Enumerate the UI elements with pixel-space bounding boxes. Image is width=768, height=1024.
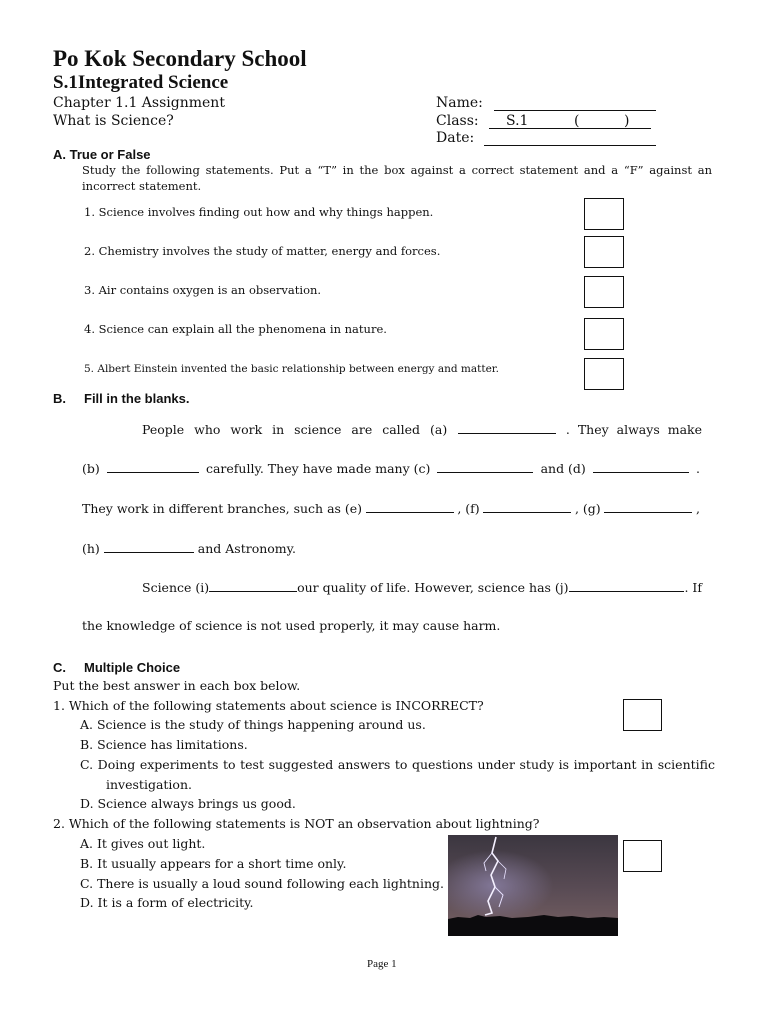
section-b-title: Fill in the blanks. [84,391,190,406]
fill-text-1b: . They always make [565,422,702,437]
chapter-title: Chapter 1.1 Assignment [53,95,225,111]
fill-text-2d: . [696,461,700,476]
q1-option-d: D. Science always brings us good. [80,796,296,811]
page-number: Page 1 [367,958,397,970]
tf-answer-box-1[interactable] [584,198,624,230]
blank-d[interactable] [593,460,689,473]
blank-f[interactable] [483,500,571,513]
topic-title: What is Science? [53,113,174,129]
class-number-open: ( [574,113,580,129]
mc-question-1: 1. Which of the following statements about science is INCORRECT? [53,698,484,713]
fill-line-1 [142,421,702,437]
blank-h[interactable] [104,540,194,553]
name-label: Name: [436,95,483,111]
mc-answer-box-2[interactable] [623,840,662,872]
fill-line-3 [82,500,700,516]
fill-text-3d: , [695,501,700,516]
date-field[interactable] [484,131,656,146]
fill-text-2a: (b) [82,461,100,476]
date-label: Date: [436,130,475,146]
class-value: S.1 [506,113,529,129]
tf-answer-box-3[interactable] [584,276,624,308]
fill-text-2c: and (d) [540,461,586,476]
blank-a[interactable] [458,421,556,434]
fill-text-2b: carefully. They have made many (c) [205,461,431,476]
tf-item-1: 1. Science involves finding out how and why things happen. [84,205,434,219]
tf-answer-box-4[interactable] [584,318,624,350]
q1-option-b: B. Science has limitations. [80,737,248,752]
instruction-line-1: Study the following statements. Put a “T” in the box against a correct statement and a “F” against an [82,163,712,177]
tf-item-4: 4. Science can explain all the phenomena in nature. [84,322,387,336]
fill-text-5a: Science (i) [142,580,210,595]
tf-item-3: 3. Air contains oxygen is an observation. [84,283,322,297]
tf-item-5: 5. Albert Einstein invented the basic relationship between energy and matter. [84,363,499,375]
section-c-title: Multiple Choice [84,660,181,675]
q1-option-c-cont: investigation. [106,777,192,792]
school-name: Po Kok Secondary School [53,46,307,71]
fill-text-3b: , (f) [457,501,480,516]
mc-answer-box-1[interactable] [623,699,662,731]
q2-option-d: D. It is a form of electricity. [80,895,254,910]
q2-option-c: C. There is usually a loud sound following each lightning. [80,876,444,891]
mc-question-2: 2. Which of the following statements is NOT an observation about lightning? [53,816,540,831]
section-a-instruction [82,162,712,194]
lightning-photo-svg [448,835,618,936]
tf-answer-box-5[interactable] [584,358,624,390]
fill-text-4a: (h) [82,541,100,556]
blank-c[interactable] [437,460,533,473]
fill-text-5c: . If [684,580,702,595]
blank-e[interactable] [366,500,454,513]
course-title: S.1Integrated Science [53,72,229,93]
blank-b[interactable] [107,460,199,473]
q1-option-a: A. Science is the study of things happening around us. [80,717,426,732]
fill-line-4 [82,540,296,556]
tf-item-2: 2. Chemistry involves the study of matter, energy and forces. [84,244,441,258]
class-label: Class: [436,113,479,129]
fill-line-5 [142,579,702,595]
instruction-line-2: incorrect statement. [82,179,202,193]
section-b-letter: B. [53,391,66,406]
mc-instruction: Put the best answer in each box below. [53,678,301,693]
section-a-title: A. True or False [53,147,151,162]
q1-option-c: C. Doing experiments to test suggested answers to questions under study is important in scientific [80,757,715,772]
fill-line-2 [82,460,700,476]
blank-i[interactable] [209,579,297,592]
fill-text-4b: and Astronomy. [197,541,297,556]
q2-option-a: A. It gives out light. [80,836,206,851]
tf-answer-box-2[interactable] [584,236,624,268]
fill-text-5b: our quality of life. However, science has (j) [297,580,569,595]
blank-g[interactable] [604,500,692,513]
q2-option-b: B. It usually appears for a short time only. [80,856,347,871]
fill-text-3a: They work in different branches, such as (e) [82,501,363,516]
blank-j[interactable] [569,579,685,592]
fill-text-3c: , (g) [574,501,601,516]
fill-line-6: the knowledge of science is not used properly, it may cause harm. [82,618,501,633]
section-c-letter: C. [53,660,66,675]
lightning-photo [448,835,618,936]
fill-text-1a: People who work in science are called (a) [142,422,448,437]
class-number-close: ) [624,113,630,129]
